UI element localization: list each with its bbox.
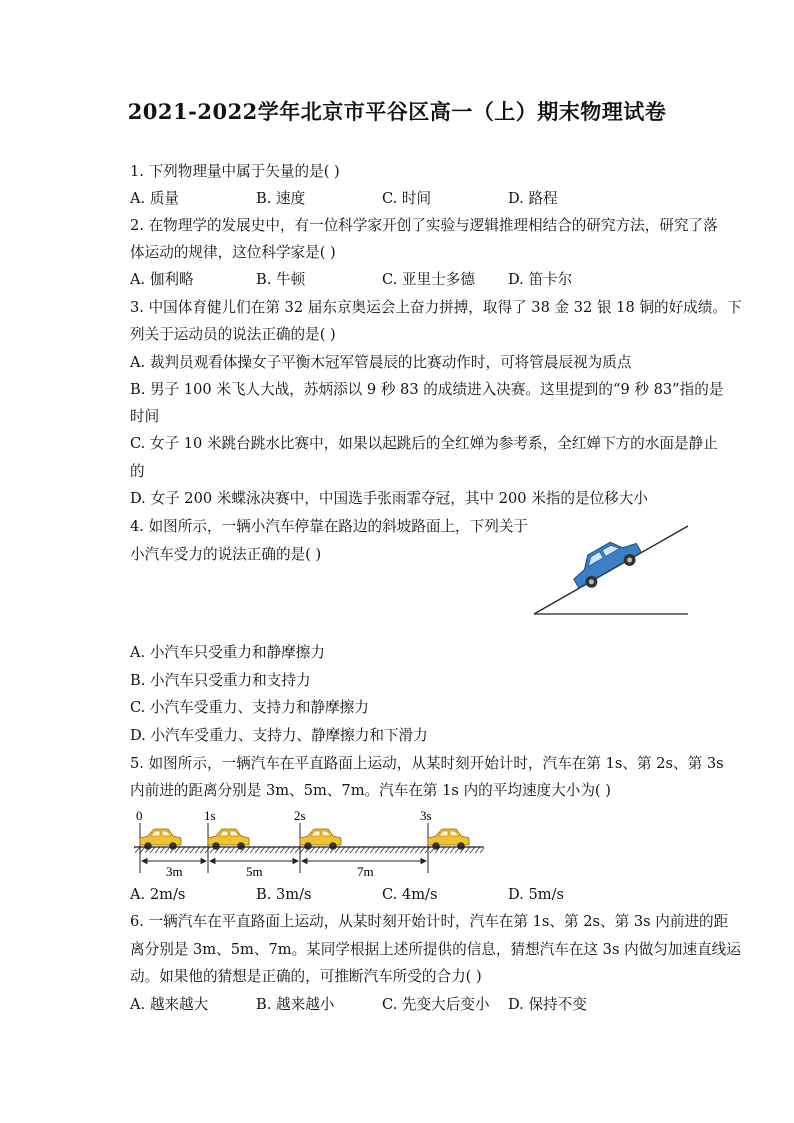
road-hatching bbox=[134, 847, 484, 853]
q3-option-c-line-1: C. 女子 10 米跳台跳水比赛中，如果以起跳后的全红婵为参考系，全红婵下方的水面是静止 bbox=[130, 435, 718, 452]
q5-option-c: C. 4m/s bbox=[382, 886, 438, 903]
time-label-0: 0 bbox=[136, 808, 143, 823]
q4-option-b: B. 小汽车只受重力和支持力 bbox=[130, 672, 311, 689]
time-label-2s: 2s bbox=[294, 808, 306, 823]
q4-option-c: C. 小汽车受重力、支持力和静摩擦力 bbox=[130, 699, 369, 716]
road-car-figure bbox=[130, 805, 490, 880]
q4-option-a: A. 小汽车只受重力和静摩擦力 bbox=[130, 644, 325, 661]
q6-stem-line-2: 离分别是 3m、5m、7m。某同学根据上述所提供的信息，猜想汽车在这 3s 内做匀加速直线运 bbox=[130, 941, 741, 958]
q1-option-b: B. 速度 bbox=[256, 190, 306, 207]
q3-option-d: D. 女子 200 米蝶泳决赛中，中国选手张雨霏夺冠，其中 200 米指的是位移大小 bbox=[130, 490, 648, 507]
q5-stem-line-2: 内前进的距离分别是 3m、5m、7m。汽车在第 1s 内的平均速度大小为( ) bbox=[130, 782, 611, 799]
q2-option-a: A. 伽利略 bbox=[130, 271, 194, 288]
q3-option-a: A. 裁判员观看体操女子平衡木冠军管晨辰的比赛动作时，可将管晨辰视为质点 bbox=[130, 354, 632, 371]
q2-option-d: D. 笛卡尔 bbox=[508, 271, 573, 288]
q6-stem-line-1: 6. 一辆汽车在平直路面上运动，从某时刻开始计时，汽车在第 1s、第 2s、第 3s 内前进的距 bbox=[130, 913, 729, 930]
q3-option-b-line-1: B. 男子 100 米飞人大战，苏炳添以 9 秒 83 的成绩进入决赛。这里提到的“9 秒 83”指的是 bbox=[130, 381, 724, 398]
q3-option-b-line-2: 时间 bbox=[130, 408, 160, 425]
q5-stem-line-1: 5. 如图所示，一辆汽车在平直路面上运动，从某时刻开始计时，汽车在第 1s、第 2s、第 3s bbox=[130, 755, 724, 772]
slope-car-figure bbox=[530, 522, 695, 618]
q6-option-b: B. 越来越小 bbox=[256, 996, 335, 1013]
page-title: 2021-2022学年北京市平谷区高一（上）期末物理试卷 bbox=[127, 99, 667, 124]
q5-option-a: A. 2m/s bbox=[130, 886, 186, 903]
q3-stem-line-1: 3. 中国体育健儿们在第 32 届东京奥运会上奋力拼搏，取得了 38 金 32 银 18 铜的好成绩。下 bbox=[130, 299, 742, 316]
q2-stem-line-1: 2. 在物理学的发展史中，有一位科学家开创了实验与逻辑推理相结合的研究方法，研究了落 bbox=[130, 217, 718, 234]
q1-option-c: C. 时间 bbox=[382, 190, 432, 207]
q1-option-a: A. 质量 bbox=[130, 190, 180, 207]
q1-option-d: D. 路程 bbox=[508, 190, 558, 207]
q2-option-c: C. 亚里士多德 bbox=[382, 271, 475, 288]
time-label-3s: 3s bbox=[420, 808, 432, 823]
q6-option-d: D. 保持不变 bbox=[508, 996, 587, 1013]
q6-option-a: A. 越来越大 bbox=[130, 996, 209, 1013]
q6-option-c: C. 先变大后变小 bbox=[382, 996, 490, 1013]
q5-option-b: B. 3m/s bbox=[256, 886, 312, 903]
blue-car-icon bbox=[567, 531, 645, 594]
q4-stem-line-2: 小汽车受力的说法正确的是( ) bbox=[130, 546, 322, 563]
q4-stem-line-1: 4. 如图所示，一辆小汽车停靠在路边的斜坡路面上，下列关于 bbox=[130, 518, 529, 535]
distance-label-3m: 3m bbox=[166, 864, 183, 879]
q2-stem-line-2: 体运动的规律，这位科学家是( ) bbox=[130, 244, 336, 261]
q1-stem: 1. 下列物理量中属于矢量的是( ) bbox=[130, 163, 340, 180]
distance-label-5m: 5m bbox=[246, 864, 263, 879]
q5-option-d: D. 5m/s bbox=[508, 886, 564, 903]
time-label-1s: 1s bbox=[204, 808, 216, 823]
q3-stem-line-2: 列关于运动员的说法正确的是( ) bbox=[130, 326, 336, 343]
q3-option-c-line-2: 的 bbox=[130, 463, 145, 480]
q6-stem-line-3: 动。如果他的猜想是正确的，可推断汽车所受的合力( ) bbox=[130, 968, 482, 985]
q2-option-b: B. 牛顿 bbox=[256, 271, 306, 288]
q4-option-d: D. 小汽车受重力、支持力、静摩擦力和下滑力 bbox=[130, 727, 428, 744]
distance-label-7m: 7m bbox=[357, 864, 374, 879]
